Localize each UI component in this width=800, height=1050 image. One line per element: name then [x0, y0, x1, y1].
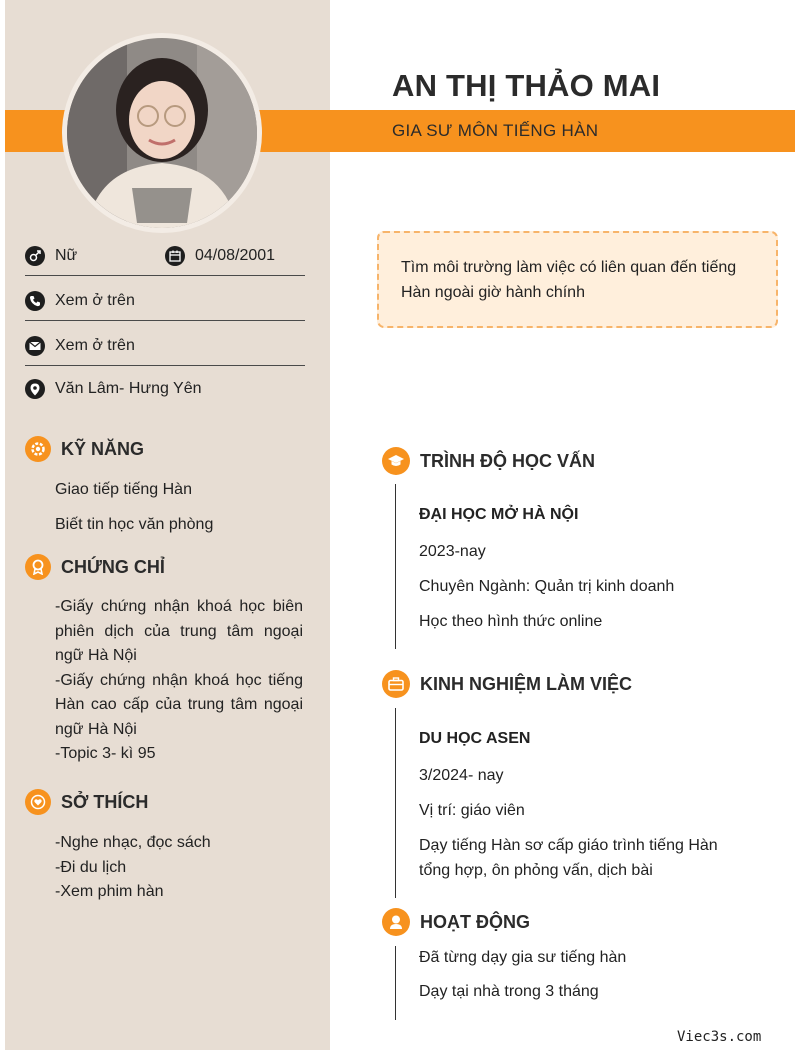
candidate-name: AN THỊ THẢO MAI — [392, 68, 661, 103]
certificate-item: -Giấy chứng nhận khoá học tiếng Hàn cao cấp của trung tâm ngoại ngữ Hà Nội — [55, 671, 303, 738]
hobbies-heading — [25, 789, 148, 815]
education-period: 2023-nay — [419, 543, 486, 560]
gender-birthday-row — [25, 236, 305, 276]
certificates-title: CHỨNG CHỈ — [61, 556, 165, 577]
skill-item: Giao tiếp tiếng Hàn — [55, 481, 192, 498]
school-name: ĐẠI HỌC MỞ HÀ NỘI — [419, 506, 579, 523]
activities-timeline — [395, 946, 396, 1020]
hobby-item: -Nghe nhạc, đọc sách — [55, 834, 211, 851]
gender-icon — [25, 246, 45, 266]
hobbies-title: SỞ THÍCH — [61, 791, 149, 812]
birthday-value: 04/08/2001 — [195, 246, 276, 264]
graduation-cap-icon — [382, 447, 410, 475]
experience-timeline — [395, 708, 396, 898]
address-row — [25, 369, 305, 409]
career-objective: Tìm môi trường làm việc có liên quan đến tiếng Hàn ngoài giờ hành chính — [377, 231, 778, 328]
activity-item: Dạy tại nhà trong 3 tháng — [419, 983, 599, 1000]
experience-position: Vị trí: giáo viên — [419, 802, 525, 819]
award-ribbon-icon — [25, 554, 51, 580]
user-icon — [382, 908, 410, 936]
skills-heading — [25, 436, 144, 462]
activities-title: HOẠT ĐỘNG — [420, 911, 530, 932]
phone-icon — [25, 291, 45, 311]
skills-title: KỸ NĂNG — [61, 438, 145, 459]
job-title: GIA SƯ MÔN TIẾNG HÀN — [392, 121, 599, 140]
certificate-item: -Topic 3- kì 95 — [55, 745, 156, 762]
activities-heading — [382, 908, 530, 936]
experience-title: KINH NGHIỆM LÀM VIỆC — [420, 673, 633, 694]
email-row — [25, 326, 305, 366]
gender-value: Nữ — [55, 246, 78, 264]
certificates-text — [55, 595, 303, 767]
email-value: Xem ở trên — [55, 336, 135, 354]
skill-item: Biết tin học văn phòng — [55, 516, 214, 533]
education-timeline — [395, 484, 396, 649]
avatar-photo — [67, 38, 257, 228]
gear-icon — [25, 436, 51, 462]
company-name: DU HỌC ASEN — [419, 730, 531, 747]
heart-icon — [25, 789, 51, 815]
briefcase-icon — [382, 670, 410, 698]
hobby-item: -Xem phim hàn — [55, 883, 164, 900]
location-pin-icon — [25, 379, 45, 399]
education-mode: Học theo hình thức online — [419, 613, 603, 630]
phone-row — [25, 281, 305, 321]
hobby-item: -Đi du lịch — [55, 858, 127, 876]
phone-value: Xem ở trên — [55, 291, 135, 309]
footer-watermark: Viec3s.com — [677, 1029, 762, 1045]
mail-icon — [25, 336, 45, 356]
experience-period: 3/2024- nay — [419, 767, 504, 784]
certificate-item: -Giấy chứng nhận khoá học biên phiên dịch của trung tâm ngoại ngữ Hà Nội — [55, 598, 303, 664]
hobbies-list — [55, 831, 303, 905]
avatar — [62, 33, 262, 233]
skills-list — [55, 478, 303, 538]
education-title: TRÌNH ĐỘ HỌC VẤN — [420, 450, 595, 471]
education-major: Chuyên Ngành: Quản trị kinh doanh — [419, 578, 675, 595]
calendar-icon — [165, 246, 185, 266]
certificates-heading — [25, 554, 165, 580]
experience-description: Dạy tiếng Hàn sơ cấp giáo trình tiếng Hàn tổng hợp, ôn phỏng vấn, dịch bài — [419, 837, 718, 879]
experience-heading — [382, 670, 632, 698]
address-value: Văn Lâm- Hưng Yên — [55, 380, 202, 397]
activity-item: Đã từng dạy gia sư tiếng hàn — [419, 949, 627, 966]
education-heading — [382, 447, 595, 475]
